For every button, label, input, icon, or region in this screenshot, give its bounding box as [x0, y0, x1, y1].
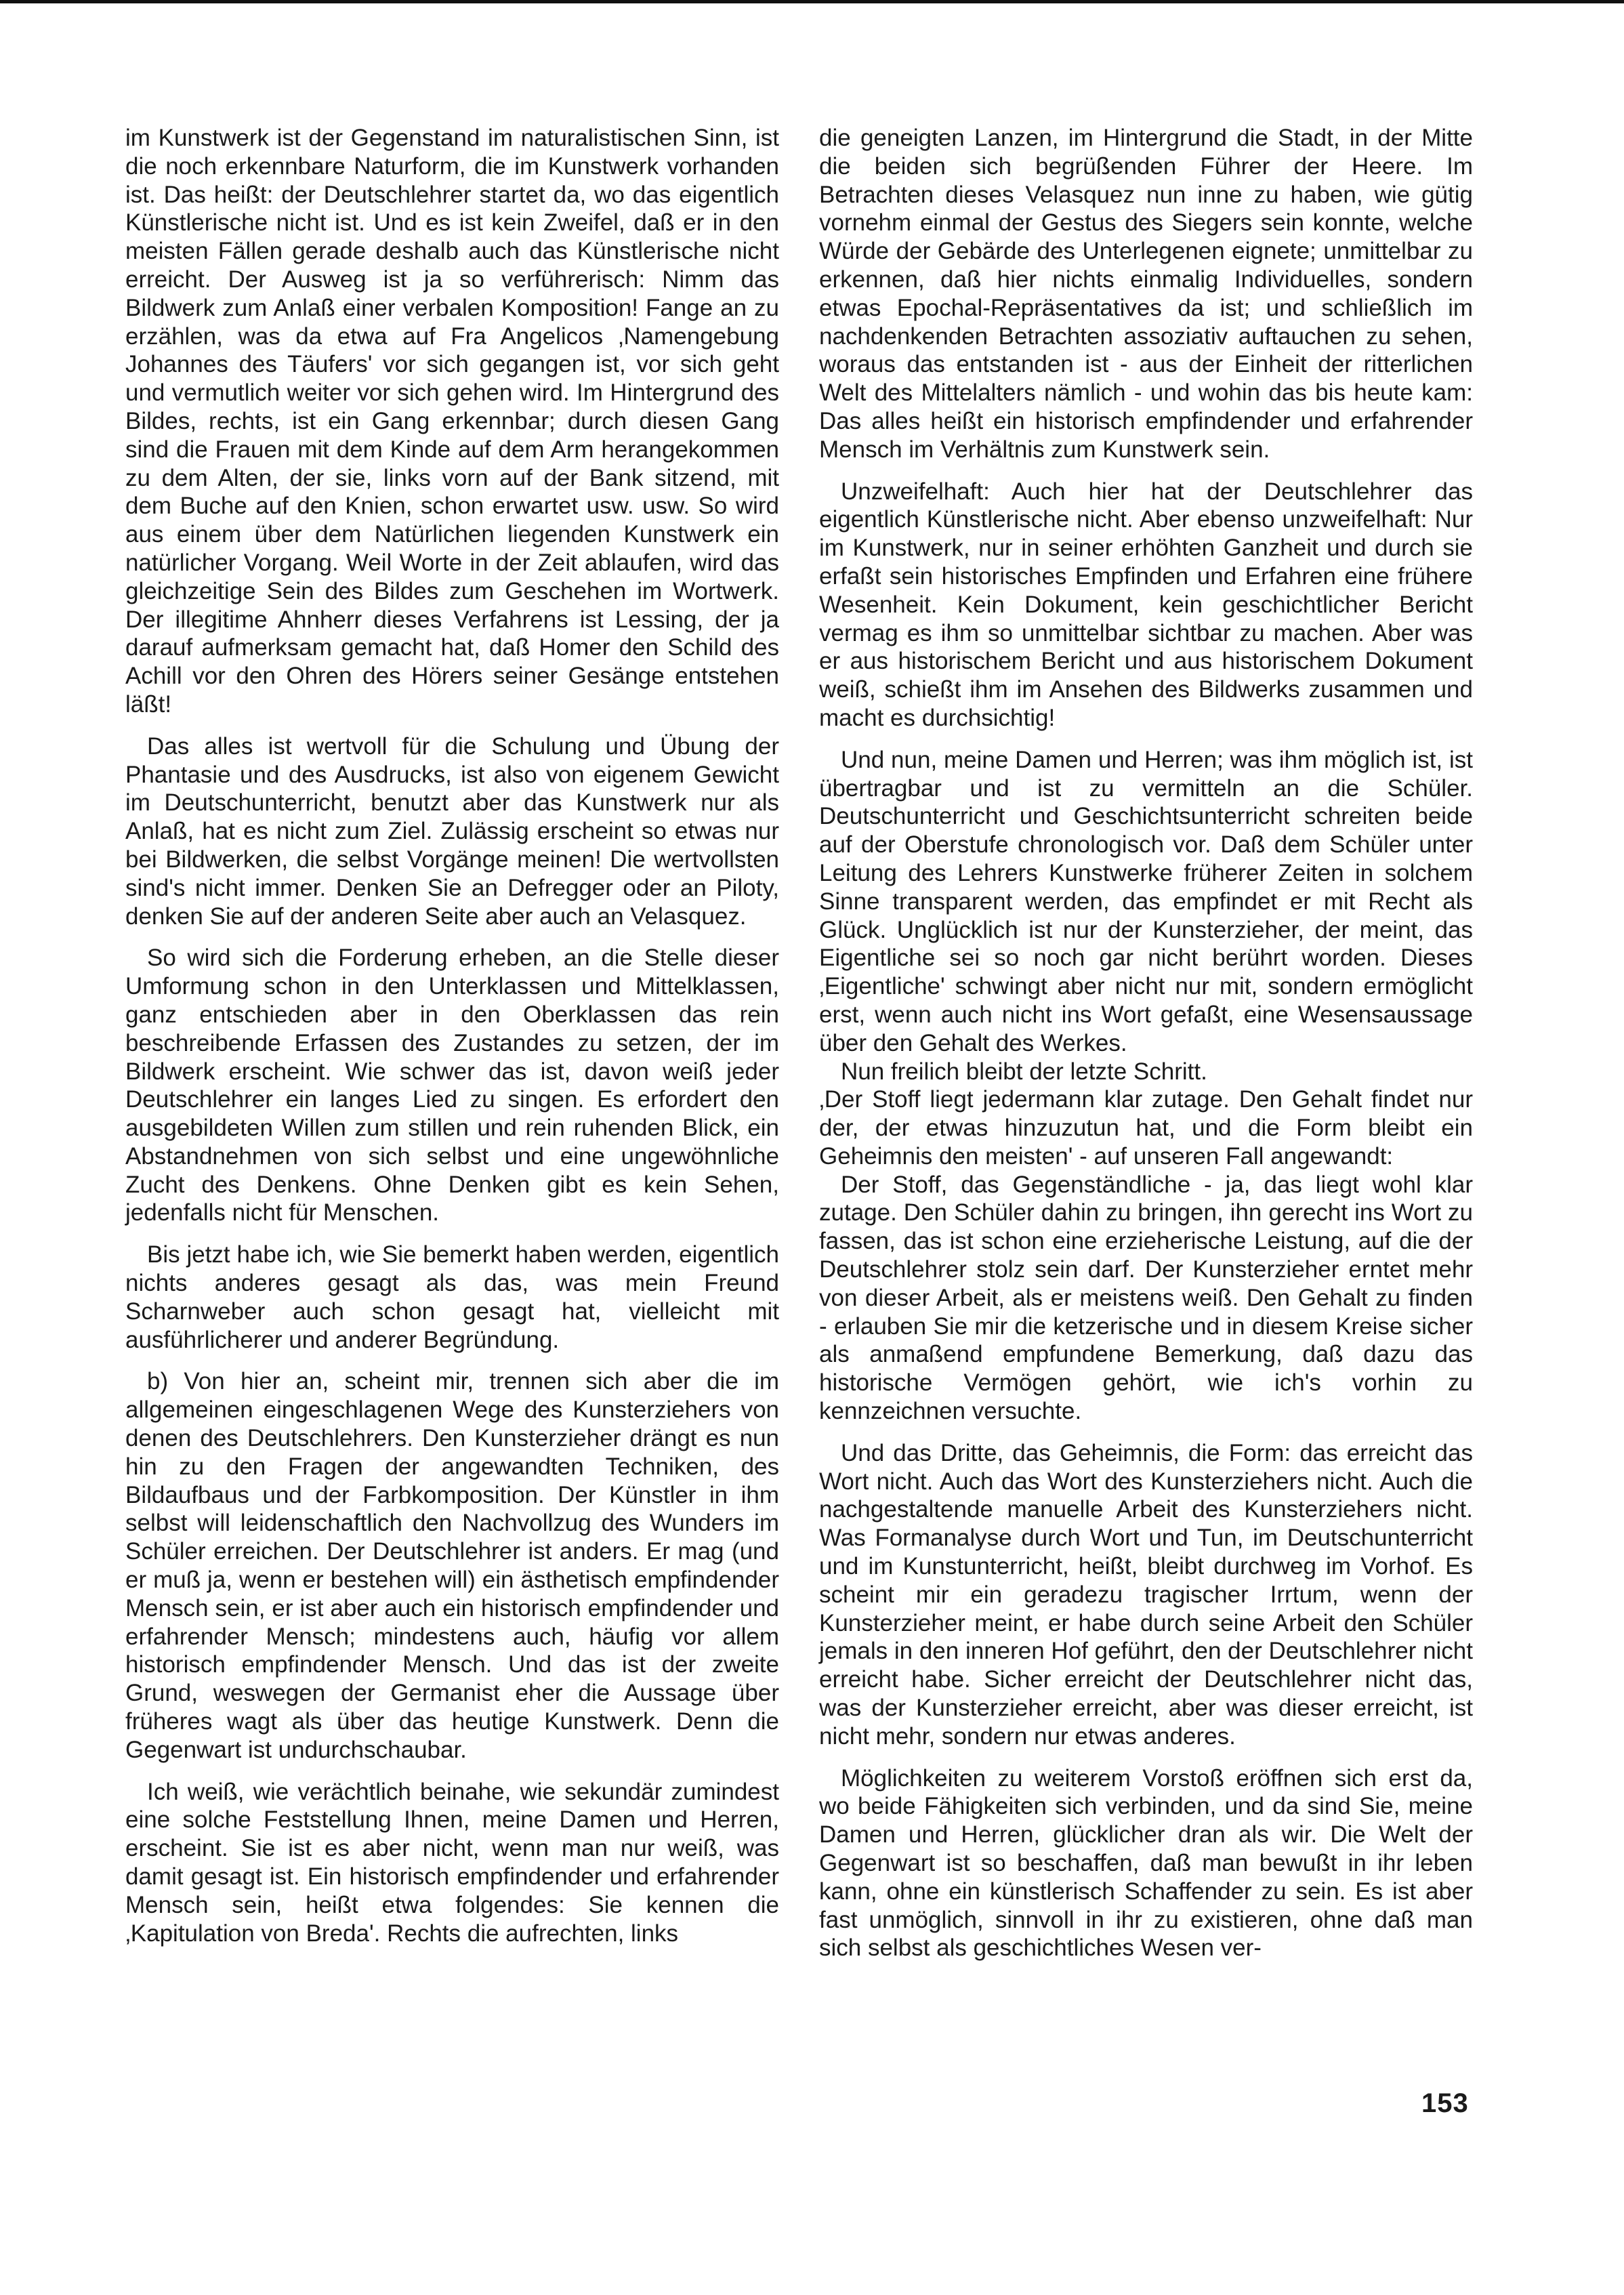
quotation: ‚Der Stoff liegt jedermann klar zutage. Den Gehalt findet nur der, der etwas hinzuzutun hat, und die Form bleibt ein Geheimnis den meisten' - auf unseren Fall angewandt:	[819, 1086, 1473, 1170]
paragraph: Unzweifelhaft: Auch hier hat der Deutschlehrer das eigentlich Künstlerische nicht. Aber ebenso unzweifelhaft: Nur im Kunstwerk, nur in seiner erhöhten Ganzheit und durch sie erfaßt sein historisches Empfinden und Erfahren eine frühere Wesenheit. Kein Dokument, kein geschichtlicher Bericht vermag es ihm so unmittelbar sichtbar zu machen. Aber was er aus historischem Bericht und aus historischem Dokument weiß, schießt ihm im Ansehen des Bildwerks zusammen und macht es durchsichtig!	[819, 478, 1473, 731]
paragraph: Das alles ist wertvoll für die Schulung und Übung der Phantasie und des Ausdrucks, ist also von eigenem Gewicht im Deutschunterricht, benutzt aber das Kunstwerk nur als Anlaß, hat es nicht zum Ziel. Zulässig erscheint so etwas nur bei Bildwerken, die selbst Vorgänge meinen! Die wertvollsten sind's nicht immer. Denken Sie an Defregger oder an Piloty, denken Sie auf der anderen Seite aber auch an Velasquez.	[125, 732, 779, 930]
paragraph: b) Von hier an, scheint mir, trennen sich aber die im allgemeinen eingeschlagenen Wege des Kunsterziehers von denen des Deutschlehrers. Den Kunsterzieher drängt es nun hin zu den Fragen der angewandten Techniken, des Bildaufbaus und der Farbkomposition. Der Künstler in ihm selbst will leidenschaftlich den Nachvollzug des Wunders im Schüler erreichen. Der Deutschlehrer ist anders. Er mag (und er muß ja, wenn er bestehen will) ein ästhetisch empfindender Mensch sein, er ist aber auch ein historisch empfindender und erfahrender Mensch; mindestens auch, häufig vor allem historisch empfindender Mensch. Und das ist der zweite Grund, weswegen der Germanist eher die Aussage über früheres wagt als über das heutige Kunstwerk. Denn die Gegenwart ist undurchschaubar.	[125, 1368, 779, 1763]
paragraph: Nun freilich bleibt der letzte Schritt.	[841, 1058, 1207, 1085]
paragraph: Und nun, meine Damen und Herren; was ihm möglich ist, ist übertragbar und ist zu vermitteln an die Schüler. Deutschunterricht und Geschichtsunterricht schreiten beide auf der Oberstufe chronologisch vor. Daß dem Schüler unter Leitung des Lehrers Kunstwerke früherer Zeiten in solchem Sinne transparent werden, das empfindet er mit Recht als Glück. Unglücklich ist nur der Kunsterzieher, der meint, das Eigentliche sei so noch gar nicht berührt worden. Dieses ‚Eigentliche' schwingt aber nicht nur mit, sondern ermöglicht erst, wenn auch nicht ins Wort gefaßt, eine Wesensaussage über den Gehalt des Werkes.	[819, 746, 1473, 1056]
right-column	[819, 124, 1473, 1962]
paragraph: im Kunstwerk ist der Gegenstand im naturalistischen Sinn, ist die noch erkennbare Naturform, die im Kunstwerk vorhanden ist. Das heißt: der Deutschlehrer startet da, wo das eigentlich Künstlerische nicht ist. Und es ist kein Zweifel, daß er in den meisten Fällen gerade deshalb auch das Künstlerische nicht erreicht. Der Ausweg ist ja so verführerisch: Nimm das Bildwerk zum Anlaß einer verbalen Komposition! Fange an zu erzählen, was da etwa auf Fra Angelicos ‚Namengebung Johannes des Täufers' vor sich gegangen ist, vor sich geht und vermutlich weiter vor sich gehen wird. Im Hintergrund des Bildes, rechts, ist ein Gang erkennbar; durch diesen Gang sind die Frauen mit dem Kinde auf dem Arm herangekommen zu dem Alten, der sie, links vorn auf der Bank sitzend, mit dem Buche auf den Knien, schon erwartet usw. usw. So wird aus einem über dem Natürlichen liegenden Kunstwerk ein natürlicher Vorgang. Weil Worte in der Zeit ablaufen, wird das gleichzeitige Sein des Bildes zum Geschehen im Wortwerk. Der illegitime Ahnherr dieses Verfahrens ist Lessing, der ja darauf aufmerksam gemacht hat, daß Homer den Schild des Achill vor den Ohren des Hörers seiner Gesänge entstehen läßt!	[125, 125, 779, 718]
left-column	[125, 124, 779, 1947]
top-rule	[0, 0, 1624, 3]
paragraph: Ich weiß, wie verächtlich beinahe, wie sekundär zumindest eine solche Feststellung Ihnen, meine Damen und Herren, erscheint. Sie ist es aber nicht, wenn man nur weiß, was damit gesagt ist. Ein historisch empfindender und erfahrender Mensch sein, heißt etwa folgendes: Sie kennen die ‚Kapitulation von Breda'. Rechts die aufrechten, links	[125, 1778, 779, 1947]
paragraph: So wird sich die Forderung erheben, an die Stelle dieser Umformung schon in den Unterklassen und Mittelklassen, ganz entschieden aber in den Oberklassen das rein beschreibende Erfassen des Zustandes zu setzen, der im Bildwerk erscheint. Wie schwer das ist, davon weiß jeder Deutschlehrer ein langes Lied zu singen. Es erfordert den ausgebildeten Willen zum stillen und rein ruhenden Blick, ein Abstandnehmen von sich selbst und eine ungewöhnliche Zucht des Denkens. Ohne Denken gibt es kein Sehen, jedenfalls nicht für Menschen.	[125, 945, 779, 1226]
paragraph: die geneigten Lanzen, im Hintergrund die Stadt, in der Mitte die beiden sich begrüßenden Führer der Heere. Im Betrachten dieses Velasquez nun inne zu haben, wie gütig vornehm einmal der Gestus des Siegers sein konnte, welche Würde der Gebärde des Unterlegenen eignete; unmittelbar zu erkennen, daß hier nichts einmalig Individuelles, sondern etwas Epochal-Repräsentatives da ist; und schließlich im nachdenkenden Betrachten assoziativ auftauchen zu sehen, woraus das entstanden ist - aus der Einheit der ritterlichen Welt des Mittelalters nämlich - und wohin das bis heute kam: Das alles heißt ein historisch empfindender und erfahrender Mensch im Verhältnis zum Kunstwerk sein.	[819, 125, 1473, 463]
paragraph: Der Stoff, das Gegenständliche - ja, das liegt wohl klar zutage. Den Schüler dahin zu bringen, ihn gerecht ins Wort zu fassen, das ist schon eine erzieherische Leistung, auf die der Deutschlehrer stolz sein darf. Der Kunsterzieher erntet mehr von dieser Arbeit, als er meistens weiß. Den Gehalt zu finden - erlauben Sie mir die ketzerische und in diesem Kreise sicher als anmaßend empfundene Bemerkung, daß dazu das historische Vermögen gehört, wie ich's vorhin zu kennzeichnen versuchte.	[819, 1171, 1473, 1425]
paragraph: Bis jetzt habe ich, wie Sie bemerkt haben werden, eigentlich nichts anderes gesagt als das, was mein Freund Scharnweber auch schon gesagt hat, vielleicht mit ausführlicherer und anderer Begründung.	[125, 1241, 779, 1353]
paragraph: Möglichkeiten zu weiterem Vorstoß eröffnen sich erst da, wo beide Fähigkeiten sich verbinden, und da sind Sie, meine Damen und Herren, glücklicher dran als wir. Die Welt der Gegenwart ist so beschaffen, daß man bewußt in ihr leben kann, ohne ein künstlerisch Schaffender zu sein. Es ist aber fast unmöglich, sinnvoll in ihr zu existieren, ohne daß man sich selbst als geschichtliches Wesen ver-	[819, 1764, 1473, 1962]
paragraph: Und das Dritte, das Geheimnis, die Form: das erreicht das Wort nicht. Auch das Wort des Kunsterziehers nicht. Auch die nachgestaltende manuelle Arbeit des Kunsterziehers nicht. Was Formanalyse durch Wort und Tun, im Deutschunterricht und im Kunstunterricht, heißt, bleibt durchweg im Vorhof. Es scheint mir ein geradezu tragischer Irrtum, wenn der Kunsterzieher meint, er habe durch seine Arbeit den Schüler jemals in den inneren Hof geführt, den der Deutschlehrer nicht erreicht habe. Sicher erreicht der Deutschlehrer nicht das, was der Kunsterzieher erreicht, aber was dieser erreicht, ist nicht mehr, sondern nur etwas anderes.	[819, 1439, 1473, 1750]
page-number: 153	[1421, 2088, 1469, 2118]
